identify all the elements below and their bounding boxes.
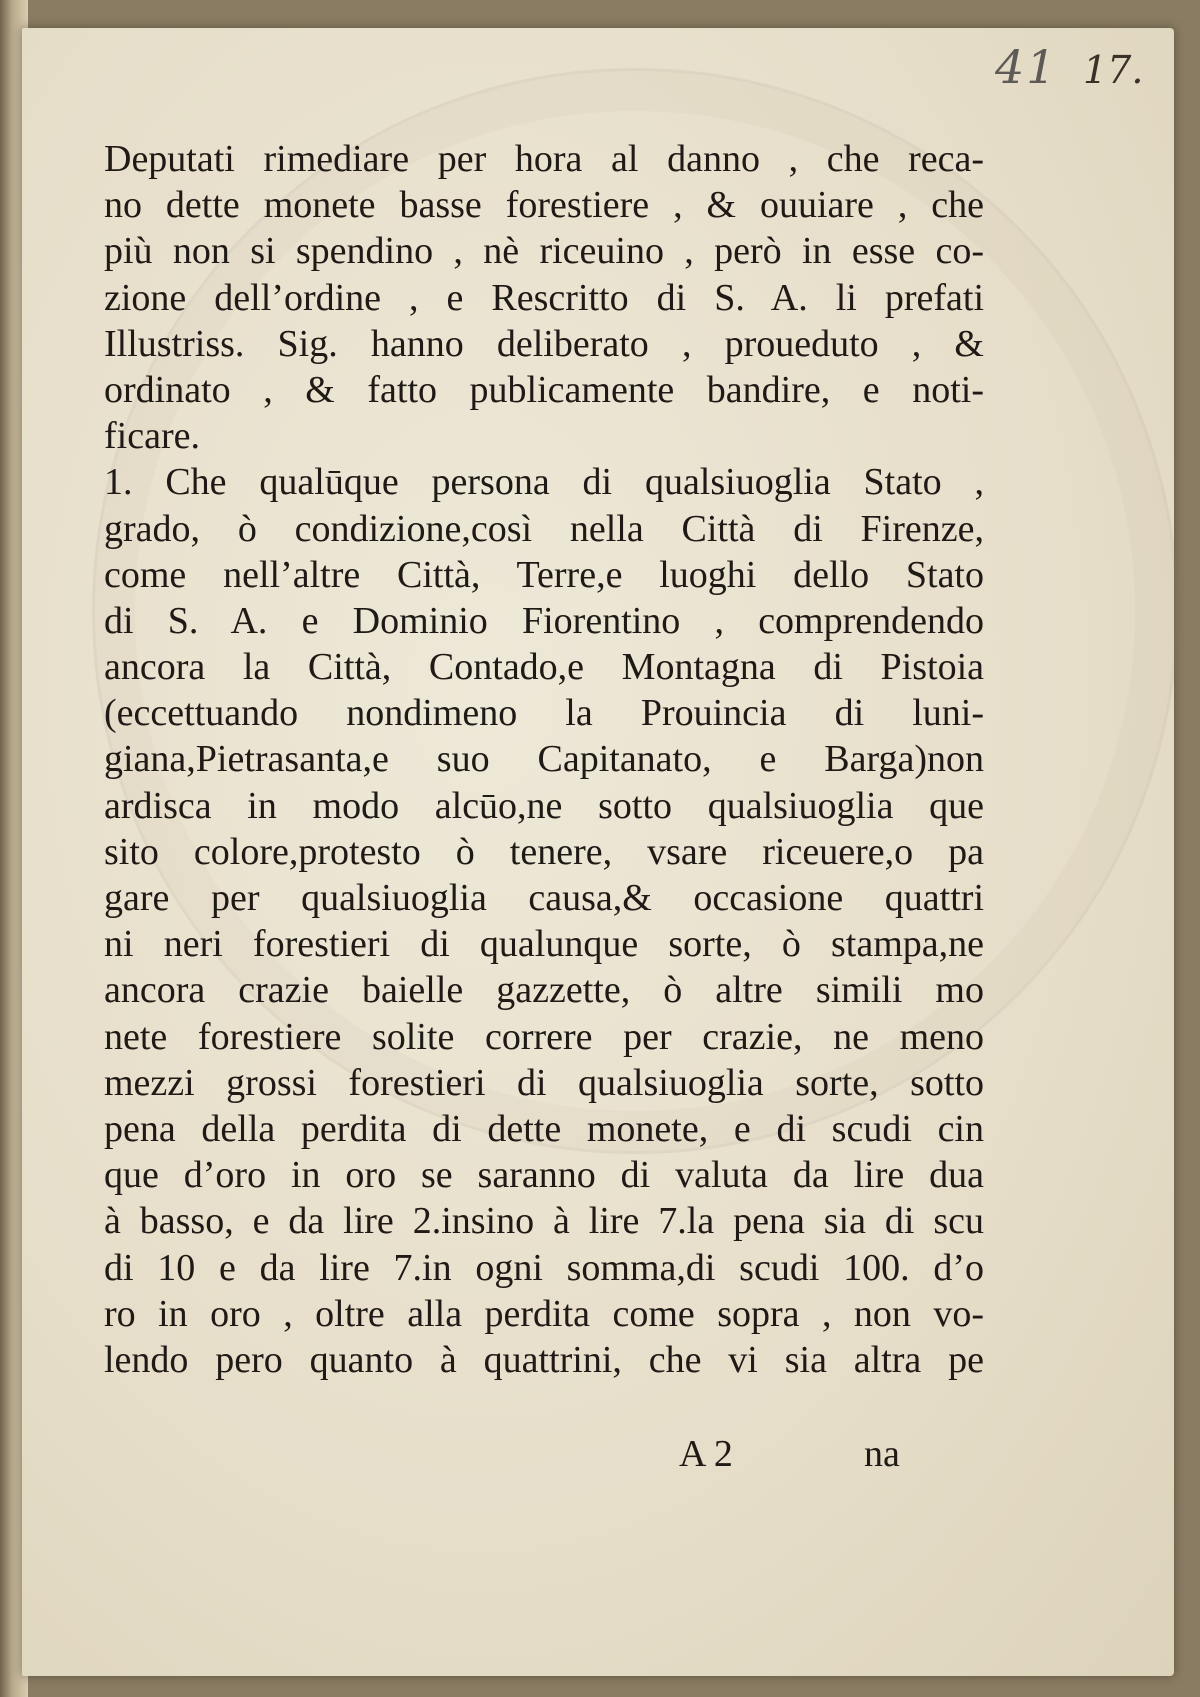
paragraph-2 xyxy=(104,459,984,1383)
text-line: di 10 e da lire 7.in ogni somma,di scudi 100. d’o xyxy=(104,1246,984,1289)
pencil-folio-number: 41 xyxy=(995,40,1058,94)
text-line: sito colore,protesto ò tenere, vsare riceuere,o pa xyxy=(104,830,984,873)
text-line: 1. Che qualūque persona di qualsiuoglia Stato , xyxy=(104,461,984,504)
page-footer-line xyxy=(104,1432,984,1482)
text-line: pena della perdita di dette monete, e di scudi cin xyxy=(104,1107,984,1150)
text-line: zione dell’ordine , e Rescritto di S. A. li prefati xyxy=(104,276,984,319)
text-line: grado, ò condizione,così nella Città di Firenze, xyxy=(104,507,984,550)
text-line: mezzi grossi forestieri di qualsiuoglia sorte, sotto xyxy=(104,1061,984,1104)
catchword: na xyxy=(864,1433,900,1475)
signature-mark: A 2 xyxy=(679,1433,733,1475)
text-line: ancora la Città, Contado,e Montagna di Pistoia xyxy=(104,646,984,689)
text-line: ardisca in modo alcūo,ne sotto qualsiuoglia que xyxy=(104,784,984,827)
text-line: come nell’altre Città, Terre,e luoghi dello Stato xyxy=(104,553,984,596)
text-line: Illustriss. Sig. hanno deliberato , proueduto , & xyxy=(104,322,984,365)
text-line: di S. A. e Dominio Fiorentino , comprendendo xyxy=(104,599,984,642)
text-line: (eccettuando nondimeno la Prouincia di luni- xyxy=(104,692,984,735)
text-line: giana,Pietrasanta,e suo Capitanato, e Barga)non xyxy=(104,738,984,781)
text-line: più non si spendino , nè riceuino , però in esse co- xyxy=(104,230,984,273)
text-line: Deputati rimediare per hora al danno , che reca- xyxy=(104,138,984,180)
text-line: lendo pero quanto à quattrini, che vi sia altra pe xyxy=(104,1338,984,1381)
text-line: à basso, e da lire 2.insino à lire 7.la pena sia di scu xyxy=(104,1200,984,1243)
text-line: ordinato , & fatto publicamente bandire, e noti- xyxy=(104,368,984,411)
text-line: ancora crazie baielle gazzette, ò altre simili mo xyxy=(104,969,984,1012)
text-line: que d’oro in oro se saranno di valuta da lire dua xyxy=(104,1154,984,1197)
body-text xyxy=(104,136,984,1383)
paragraph-1 xyxy=(104,136,984,459)
ink-folio-number: 17. xyxy=(1083,48,1144,92)
text-line: gare per qualsiuoglia causa,& occasione quattri xyxy=(104,877,984,919)
text-line: nete forestiere solite correre per crazie, ne meno xyxy=(104,1015,984,1058)
text-line: ro in oro , oltre alla perdita come sopra , non vo- xyxy=(104,1292,984,1335)
text-line: ficare. xyxy=(104,415,200,458)
text-line: ni neri forestieri di qualunque sorte, ò stampa,ne xyxy=(104,923,984,966)
text-line: no dette monete basse forestiere , & ouuiare , che xyxy=(104,184,984,227)
